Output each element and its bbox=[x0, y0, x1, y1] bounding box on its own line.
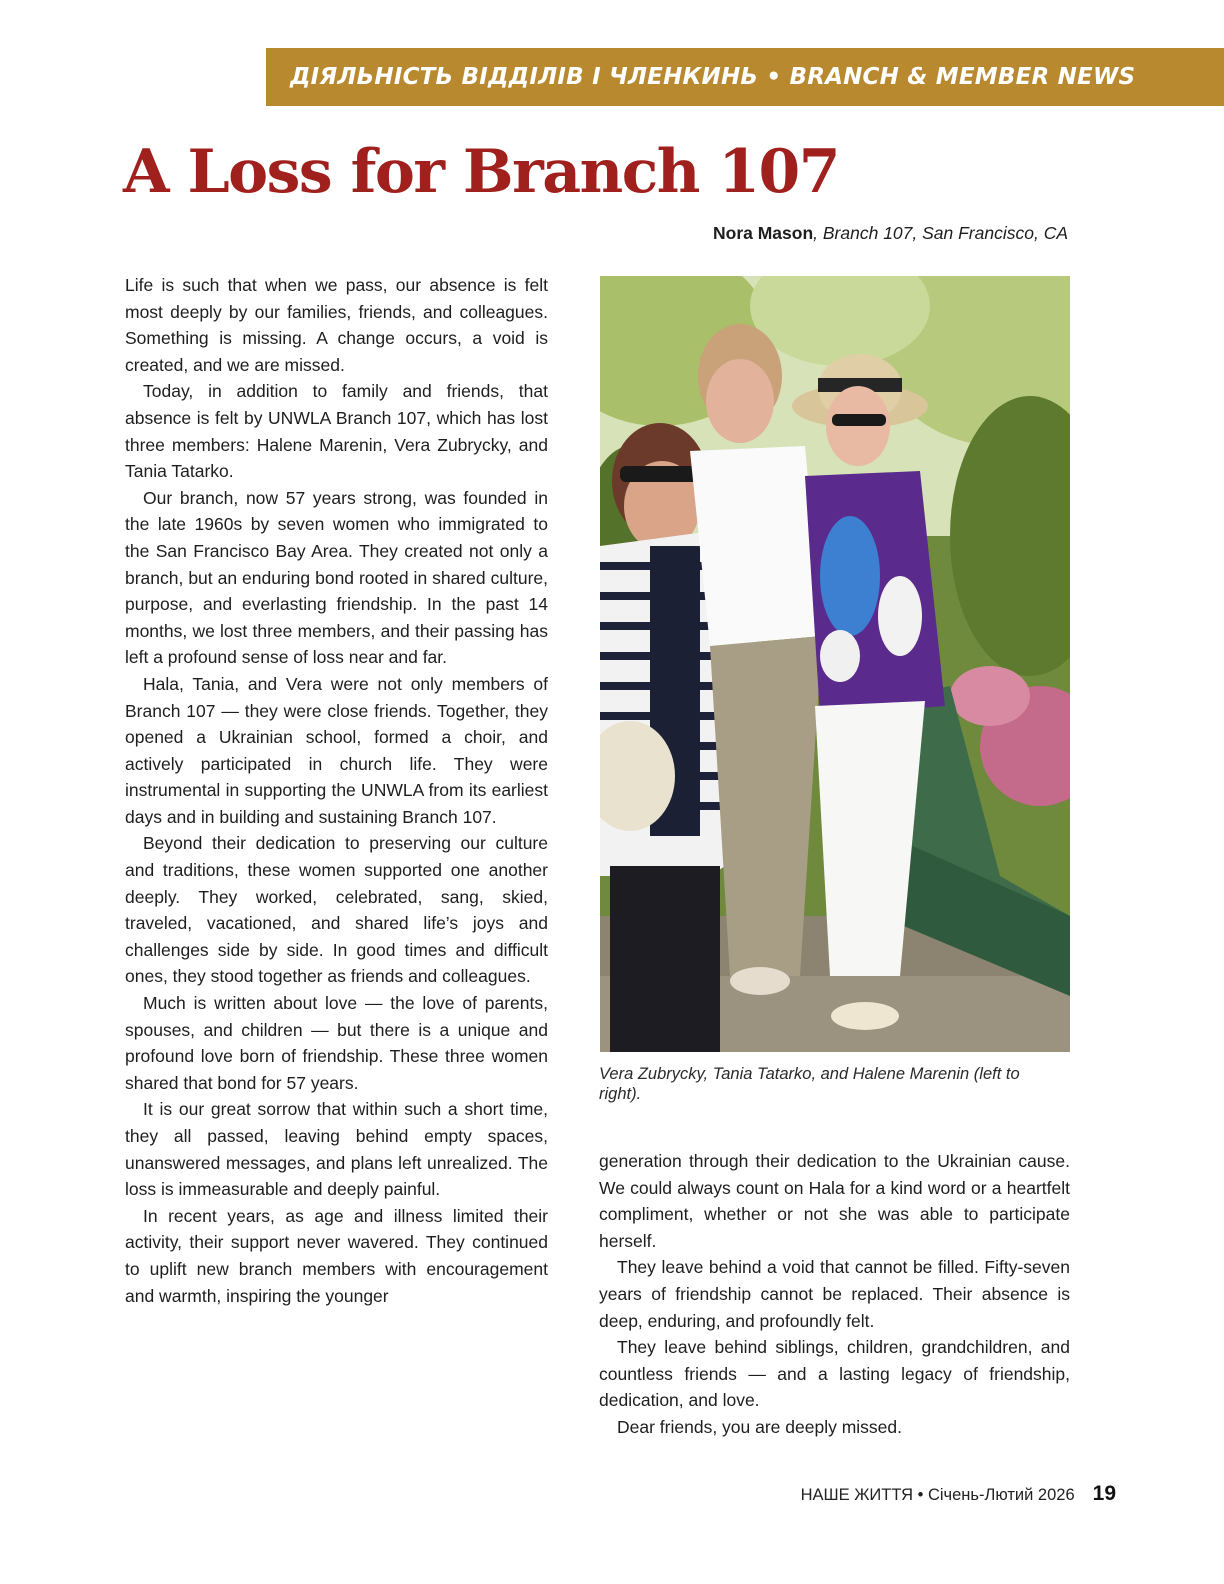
paragraph: They leave behind siblings, children, grandchildren, and countless friends — and a lasting legacy of friendship, dedication, and love. bbox=[599, 1337, 1070, 1411]
page-number: 19 bbox=[1092, 1482, 1116, 1505]
article-column-left bbox=[125, 272, 548, 1309]
author-affiliation: , Branch 107, San Francisco, CA bbox=[813, 223, 1068, 243]
paragraph: It is our great sorrow that within such a short time, they all passed, leaving behind empty spaces, unanswered messages, and plans left unrealized. The loss is immeasurable and deeply painful. bbox=[125, 1099, 548, 1200]
paragraph: They leave behind a void that cannot be filled. Fifty-seven years of friendship cannot be replaced. Their absence is deep, enduring, and profoundly felt. bbox=[599, 1257, 1070, 1331]
paragraph: Beyond their dedication to preserving our culture and traditions, these women supported one another deeply. They worked, celebrated, sang, skied, traveled, vacationed, and shared life’s joys and challenges side by side. In good times and difficult ones, they stood together as friends and colleagues. bbox=[125, 833, 548, 987]
paragraph: Life is such that when we pass, our absence is felt most deeply by our families, friends, and colleagues. Something is missing. A change occurs, a void is created, and we are missed. bbox=[125, 275, 548, 375]
section-title: ДІЯЛЬНІСТЬ ВІДДІЛІВ І ЧЛЕНКИНЬ • BRANCH & MEMBER NEWS bbox=[290, 64, 1136, 90]
article-column-right bbox=[599, 1148, 1070, 1441]
paragraph: Hala, Tania, and Vera were not only members of Branch 107 — they were close friends. Together, they opened a Ukrainian school, formed a choir, and actively participated in church life. They were instrumental in supporting the UNWLA from its earliest days and in building and sustaining Branch 107. bbox=[125, 673, 548, 827]
paragraph: Dear friends, you are deeply missed. bbox=[617, 1416, 902, 1437]
journal-issue: НАШЕ ЖИТТЯ • Січень-Лютий 2026 bbox=[800, 1486, 1075, 1504]
group-photo bbox=[600, 276, 1070, 1052]
page-footer bbox=[801, 1482, 1116, 1506]
paragraph: In recent years, as age and illness limited their activity, their support never wavered. They continued to uplift new branch members with encouragement and warmth, inspiring the younger bbox=[125, 1205, 548, 1306]
paragraph: Our branch, now 57 years strong, was founded in the late 1960s by seven women who immigrated to the San Francisco Bay Area. They created not only a branch, but an enduring bond rooted in shared culture, purpose, and everlasting friendship. In the past 14 months, we lost three members, and their passing has left a profound sense of loss near and far. bbox=[125, 487, 548, 668]
paragraph: Today, in addition to family and friends, that absence is felt by UNWLA Branch 107, which has lost three members: Halene Marenin, Vera Zubrycky, and Tania Tatarko. bbox=[125, 381, 548, 482]
paragraph: Much is written about love — the love of parents, spouses, and children — but there is a unique and profound love born of friendship. These three women shared that bond for 57 years. bbox=[125, 993, 548, 1093]
article-title: A Loss for Branch 107 bbox=[123, 137, 840, 207]
author-name: Nora Mason bbox=[713, 223, 814, 243]
section-banner bbox=[266, 48, 1224, 106]
photo-caption: Vera Zubrycky, Tania Tatarko, and Halene Marenin (left to right). bbox=[599, 1065, 1020, 1103]
paragraph: generation through their dedication to the Ukrainian cause. We could always count on Hala for a kind word or a heartfelt compliment, whether or not she was able to participate herself. bbox=[599, 1151, 1070, 1251]
byline bbox=[713, 221, 1068, 245]
